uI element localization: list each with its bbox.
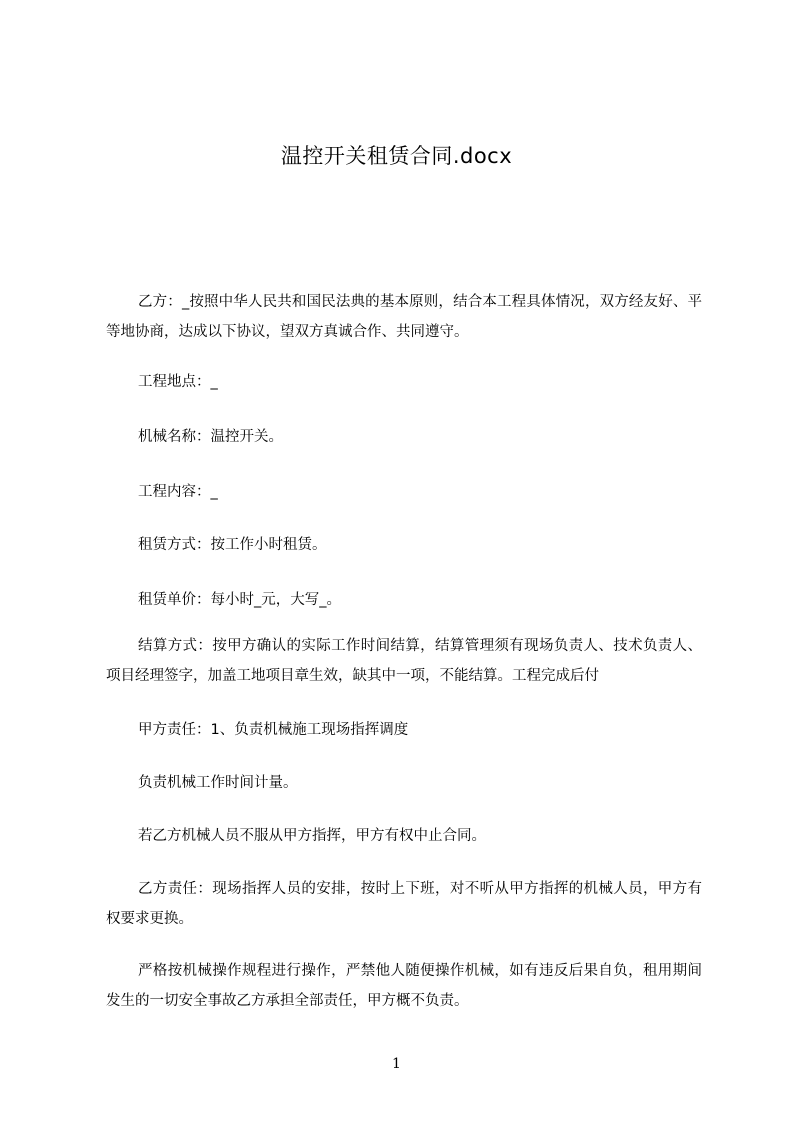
paragraph-settlement: 结算方式：按甲方确认的实际工作时间结算，结算管理须有现场负责人、技术负责人、项目经理签字，加盖工地项目章生效，缺其中一项，不能结算。工程完成后付 [106, 638, 702, 684]
paragraph-rental-method: 租赁方式：按工作小时租赁。 [138, 537, 327, 553]
page-number: 1 [392, 1056, 401, 1072]
paragraph-rental-price: 租赁单价：每小时_元，大写_。 [138, 592, 341, 608]
paragraph-party-b-duty: 乙方责任：现场指挥人员的安排，按时上下班，对不听从甲方指挥的机械人员，甲方有权要求更换。 [106, 881, 702, 927]
paragraph-time-metering: 负责机械工作时间计量。 [138, 775, 298, 791]
paragraph-party-a-duty: 甲方责任：1、负责机械施工现场指挥调度 [138, 722, 409, 738]
paragraph-project-content: 工程内容：_ [138, 484, 218, 500]
paragraph-party-b-intro: 乙方：_按照中华人民共和国民法典的基本原则，结合本工程具体情况，双方经友好、平等地协商，达成以下协议，望双方真诚合作、共同遵守。 [106, 294, 702, 340]
document-title: 温控开关租赁合同.docx [280, 144, 513, 168]
paragraph-machine-name: 机械名称：温控开关。 [138, 429, 283, 445]
paragraph-project-location: 工程地点：_ [138, 374, 218, 390]
paragraph-termination: 若乙方机械人员不服从甲方指挥，甲方有权中止合同。 [138, 828, 486, 844]
paragraph-safety: 严格按机械操作规程进行操作，严禁他人随便操作机械，如有违反后果自负，租用期间发生的一切安全事故乙方承担全部责任，甲方概不负责。 [106, 963, 702, 1009]
